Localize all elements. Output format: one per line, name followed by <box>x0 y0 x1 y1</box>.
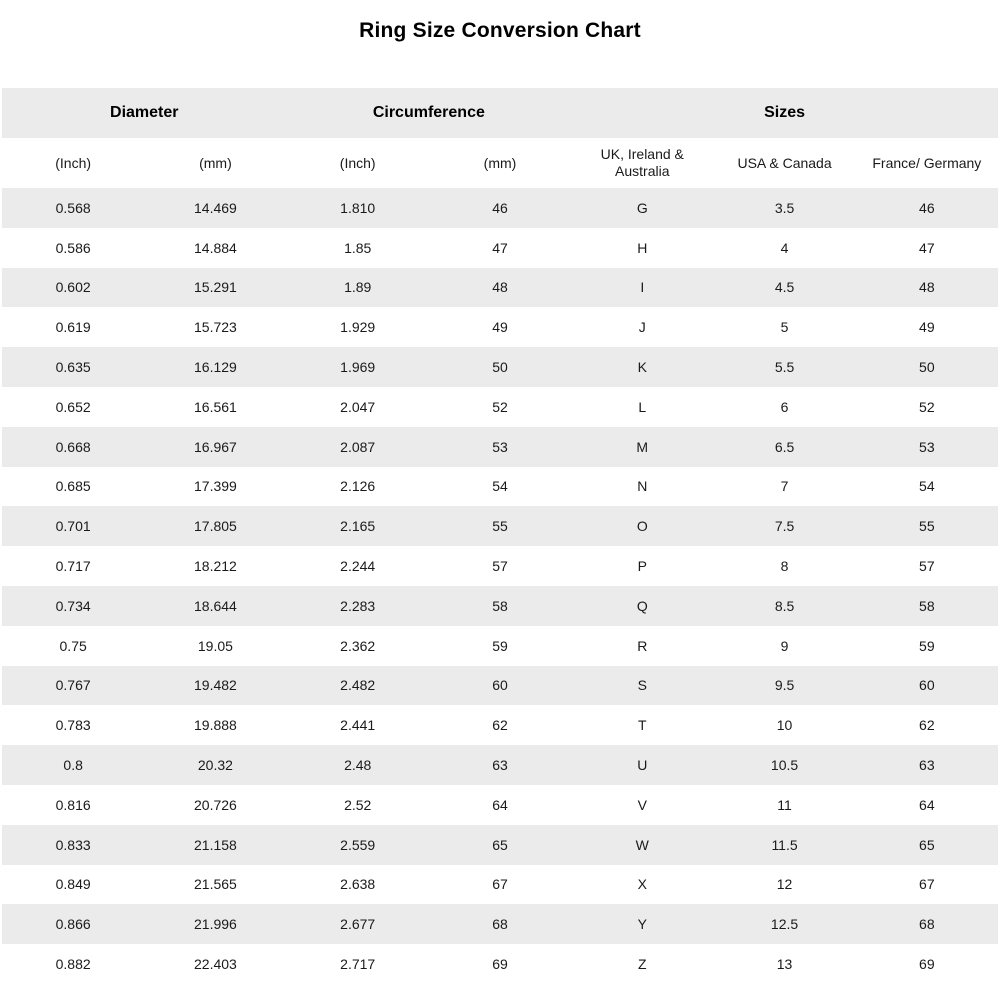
table-cell: 68 <box>856 904 998 944</box>
table-cell: 12.5 <box>713 904 855 944</box>
table-cell: 55 <box>429 506 571 546</box>
group-header-diameter: Diameter <box>2 88 287 138</box>
table-cell: 2.48 <box>287 745 429 785</box>
table-cell: P <box>637 558 647 575</box>
table-cell: Z <box>637 956 647 973</box>
table-cell: 60 <box>429 666 571 706</box>
table-row <box>2 387 998 427</box>
table-cell: 0.833 <box>2 825 144 865</box>
table-cell: 62 <box>492 717 508 734</box>
table-cell: T <box>637 717 647 734</box>
table-cell: S <box>571 666 713 706</box>
page-title: Ring Size Conversion Chart <box>359 19 641 42</box>
table-cell: 22.403 <box>194 956 237 973</box>
table-cell: 65 <box>429 825 571 865</box>
column-header-uk-ireland-australia: UK, Ireland & Australia <box>571 138 713 188</box>
table-cell: G <box>571 188 713 228</box>
table-cell: 2.087 <box>287 427 429 467</box>
table-cell: 2.559 <box>287 825 429 865</box>
table-cell: M <box>571 427 713 467</box>
table-cell: 0.586 <box>55 239 91 256</box>
table-cell: 2.362 <box>340 637 376 654</box>
table-cell: W <box>571 825 713 865</box>
table-cell: I <box>571 268 713 308</box>
table-cell: 63 <box>856 745 998 785</box>
table-cell: 16.561 <box>194 398 237 415</box>
table-row <box>2 745 998 785</box>
table-cell: 0.635 <box>2 347 144 387</box>
table-row <box>2 268 998 308</box>
table-cell: 21.996 <box>144 904 286 944</box>
table-cell: 59 <box>492 637 508 654</box>
table-cell: 50 <box>429 347 571 387</box>
table-cell: 20.32 <box>144 745 286 785</box>
table-cell: 5.5 <box>713 347 855 387</box>
group-header-circumference: Circumference <box>287 88 572 138</box>
table-cell: 0.8 <box>2 745 144 785</box>
table-cell: 21.565 <box>194 876 237 893</box>
table-cell: 6.5 <box>713 427 855 467</box>
table-cell: 3.5 <box>713 188 855 228</box>
table-cell: 64 <box>919 796 935 813</box>
table-row <box>2 307 998 347</box>
table-row <box>2 705 998 745</box>
table-cell: 21.158 <box>144 825 286 865</box>
table-row <box>2 188 998 228</box>
table-cell: X <box>637 876 647 893</box>
table-cell: R <box>637 637 648 654</box>
table-row <box>2 825 998 865</box>
table-cell: 46 <box>429 188 571 228</box>
table-cell: 50 <box>856 347 998 387</box>
column-header-row <box>2 138 998 188</box>
table-body <box>2 188 998 984</box>
table-cell: 58 <box>856 586 998 626</box>
table-cell: K <box>571 347 713 387</box>
table-cell: 60 <box>856 666 998 706</box>
table-cell: 58 <box>429 586 571 626</box>
table-cell: O <box>571 506 713 546</box>
table-cell: 0.652 <box>55 398 91 415</box>
table-cell: 10.5 <box>713 745 855 785</box>
table-row <box>2 506 998 546</box>
table-cell: 0.866 <box>2 904 144 944</box>
table-cell: N <box>637 478 648 495</box>
column-header-france-germany: France/ Germany <box>856 138 998 188</box>
table-cell: 7 <box>780 478 789 495</box>
table-cell: 2.638 <box>340 876 376 893</box>
table-cell: 53 <box>856 427 998 467</box>
table-cell: 69 <box>919 956 935 973</box>
table-row <box>2 586 998 626</box>
table-cell: 10 <box>776 717 793 734</box>
table-cell: 67 <box>919 876 935 893</box>
column-header-diameter-inch: (Inch) <box>2 138 144 188</box>
table-cell: 49 <box>919 319 935 336</box>
column-header-circumference-mm: (mm) <box>429 138 571 188</box>
table-cell: U <box>571 745 713 785</box>
table-cell: 13 <box>776 956 793 973</box>
column-header-usa-canada: USA & Canada <box>713 138 855 188</box>
table-row <box>2 427 998 467</box>
table-cell: 2.126 <box>340 478 376 495</box>
table-cell: Q <box>571 586 713 626</box>
table-cell: J <box>638 319 646 336</box>
table-cell: 1.85 <box>344 239 372 256</box>
table-cell: 9 <box>780 637 789 654</box>
table-cell: 0.767 <box>2 666 144 706</box>
table-cell: 47 <box>919 239 935 256</box>
table-cell: 7.5 <box>713 506 855 546</box>
table-cell: 0.717 <box>55 558 91 575</box>
table-cell: 46 <box>856 188 998 228</box>
table-cell: 9.5 <box>713 666 855 706</box>
table-cell: 69 <box>492 956 508 973</box>
table-cell: 1.969 <box>287 347 429 387</box>
table-cell: 19.482 <box>144 666 286 706</box>
table-cell: 47 <box>492 239 508 256</box>
table-cell: 0.668 <box>2 427 144 467</box>
table-cell: 65 <box>856 825 998 865</box>
table-cell: 19.05 <box>197 637 233 654</box>
table-cell: 55 <box>856 506 998 546</box>
table-cell: 5 <box>780 319 789 336</box>
table-cell: 15.723 <box>194 319 237 336</box>
table-cell: 2.482 <box>287 666 429 706</box>
table-cell: 54 <box>492 478 508 495</box>
table-cell: 0.849 <box>55 876 91 893</box>
table-cell: 54 <box>919 478 935 495</box>
table-cell: 53 <box>429 427 571 467</box>
table-cell: 20.726 <box>194 796 237 813</box>
table-cell: 0.619 <box>55 319 91 336</box>
table-cell: 15.291 <box>144 268 286 308</box>
table-cell: 0.701 <box>2 506 144 546</box>
table-row <box>2 467 998 507</box>
table-cell: 2.52 <box>344 796 372 813</box>
table-cell: 11 <box>777 796 792 813</box>
table-cell: 4.5 <box>713 268 855 308</box>
table-cell: 1.929 <box>340 319 376 336</box>
table-cell: 2.165 <box>287 506 429 546</box>
table-cell: 1.810 <box>287 188 429 228</box>
table-cell: 6 <box>780 398 789 415</box>
table-cell: 0.685 <box>55 478 91 495</box>
table-cell: 57 <box>492 558 508 575</box>
table-cell: H <box>637 239 648 256</box>
table-cell: 48 <box>856 268 998 308</box>
table-cell: 17.399 <box>194 478 237 495</box>
table-cell: 14.469 <box>144 188 286 228</box>
table-cell: L <box>638 398 647 415</box>
table-cell: 0.568 <box>2 188 144 228</box>
table-cell: 2.717 <box>340 956 376 973</box>
table-row <box>2 865 998 905</box>
table-cell: 52 <box>492 398 508 415</box>
table-cell: 16.967 <box>144 427 286 467</box>
table-cell: 18.212 <box>194 558 237 575</box>
table-cell: 8 <box>780 558 789 575</box>
table-cell: 2.047 <box>340 398 376 415</box>
table-cell: 68 <box>429 904 571 944</box>
table-row <box>2 666 998 706</box>
table-cell: 52 <box>919 398 935 415</box>
table-cell: 67 <box>492 876 508 893</box>
table-cell: 14.884 <box>194 239 237 256</box>
table-cell: 19.888 <box>194 717 237 734</box>
table-row <box>2 626 998 666</box>
table-cell: 64 <box>492 796 508 813</box>
table-cell: 0.783 <box>55 717 91 734</box>
table-row <box>2 904 998 944</box>
table-cell: 11.5 <box>713 825 855 865</box>
table-cell: 59 <box>919 637 935 654</box>
table-cell: 0.75 <box>59 637 87 654</box>
table-cell: 18.644 <box>144 586 286 626</box>
group-header-sizes: Sizes <box>571 88 998 138</box>
table-cell: 17.805 <box>144 506 286 546</box>
table-cell: 2.283 <box>287 586 429 626</box>
table-cell: 4 <box>780 239 789 256</box>
ring-size-table <box>2 88 998 984</box>
table-row <box>2 347 998 387</box>
table-cell: 1.89 <box>287 268 429 308</box>
table-row <box>2 785 998 825</box>
table-row <box>2 546 998 586</box>
table-cell: 12 <box>776 876 793 893</box>
table-cell: 2.244 <box>340 558 376 575</box>
table-cell: 63 <box>429 745 571 785</box>
table-cell: 48 <box>429 268 571 308</box>
table-cell: 57 <box>919 558 935 575</box>
table-cell: 2.441 <box>340 717 376 734</box>
table-cell: 8.5 <box>713 586 855 626</box>
table-cell: V <box>637 796 647 813</box>
column-header-diameter-mm: (mm) <box>144 138 286 188</box>
table-row <box>2 228 998 268</box>
table-cell: 49 <box>492 319 508 336</box>
table-cell: 0.816 <box>55 796 91 813</box>
table-cell: Y <box>571 904 713 944</box>
table-cell: 2.677 <box>287 904 429 944</box>
table-cell: 16.129 <box>144 347 286 387</box>
group-header-row <box>2 88 998 138</box>
column-header-circumference-inch: (Inch) <box>287 138 429 188</box>
table-header <box>2 88 998 188</box>
table-cell: 0.882 <box>55 956 91 973</box>
table-cell: 0.602 <box>2 268 144 308</box>
table-cell: 62 <box>919 717 935 734</box>
table-cell: 0.734 <box>2 586 144 626</box>
table-row <box>2 944 998 984</box>
